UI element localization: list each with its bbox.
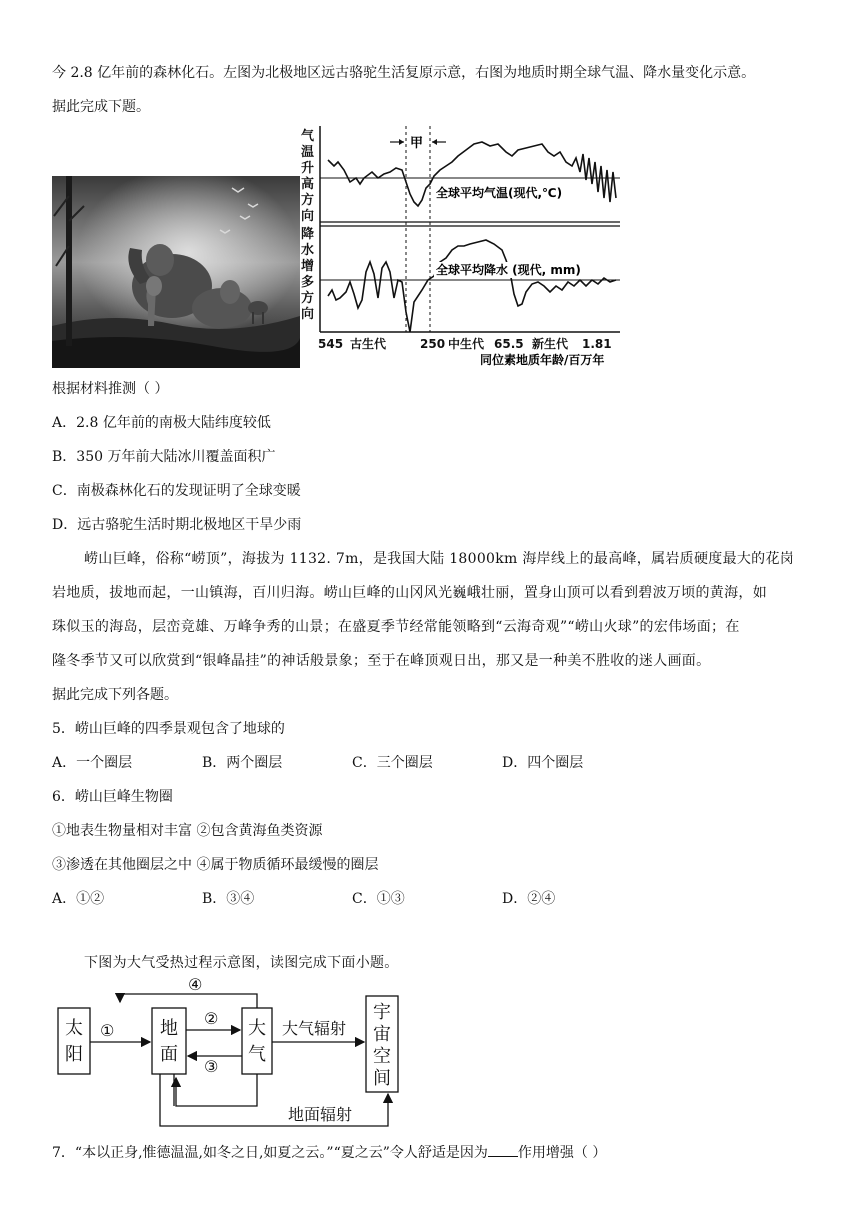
- atmosphere-heating-diagram: [52, 970, 452, 1134]
- svg-text:方: 方: [301, 193, 315, 208]
- passage-line-2: 岩地质，拔地而起，一山镇海，百川归海。崂山巨峰的山冈风光巍峨壮丽，置身山顶可以看到碧波万顷的黄海，如: [52, 585, 767, 601]
- svg-text:水: 水: [301, 243, 315, 258]
- space-label-1: 宇: [373, 1002, 391, 1023]
- q4-option-a[interactable]: A．2.8 亿年前的南极大陆纬度较低: [52, 415, 271, 431]
- q5-option-d[interactable]: D．四个圈层: [502, 755, 584, 771]
- q6-stem: 6．崂山巨峰生物圈: [52, 789, 173, 805]
- ground-label-2: 面: [160, 1044, 178, 1065]
- label-n3: ③: [204, 1057, 219, 1076]
- climate-chart: [298, 122, 638, 372]
- space-label-3: 空: [373, 1046, 391, 1067]
- svg-text:高: 高: [301, 177, 315, 192]
- svg-text:降: 降: [301, 227, 315, 242]
- q5-option-b[interactable]: B．两个圈层: [202, 755, 283, 771]
- q6-statements-1: ①地表生物量相对丰富 ②包含黄海鱼类资源: [52, 823, 323, 839]
- q4-stem: 根据材料推测（ ）: [52, 381, 169, 397]
- atm-label-2: 气: [248, 1044, 266, 1065]
- svg-text:向: 向: [301, 209, 315, 224]
- svg-text:方: 方: [301, 291, 315, 306]
- passage-line-4: 隆冬季节又可以欣赏到“银峰晶挂”的神话般景象；至于在峰顶观日出，那又是一种美不胜收的迷人画面。: [52, 653, 711, 669]
- svg-text:升: 升: [301, 161, 315, 176]
- q5-stem: 5．崂山巨峰的四季景观包含了地球的: [52, 721, 285, 737]
- q4-option-c[interactable]: C．南极森林化石的发现证明了全球变暖: [52, 483, 301, 499]
- precip-curve: [328, 240, 616, 332]
- q4-option-d[interactable]: D．远古骆驼生活时期北极地区干旱少雨: [52, 517, 302, 533]
- temp-curve-label: 全球平均气温(现代,℃): [436, 186, 563, 200]
- precip-axis-label: [301, 226, 314, 322]
- tick-label: 65.5: [494, 337, 524, 351]
- camel-restoration-image: [52, 176, 300, 368]
- q4-option-b[interactable]: B．350 万年前大陆冰川覆盖面积广: [52, 449, 276, 465]
- intro-line-1: 今 2.8 亿年前的森林化石。左图为北极地区远古骆驼生活复原示意，右图为地质时期全球气温、降水量变化示意。: [52, 65, 756, 81]
- arrow-4: [120, 994, 257, 1008]
- tick-label: 新生代: [532, 337, 569, 351]
- q6-statements-2: ③渗透在其他圈层之中 ④属于物质循环最缓慢的圈层: [52, 857, 379, 873]
- q5-option-c[interactable]: C．三个圈层: [352, 755, 433, 771]
- sun-label-1: 太: [65, 1018, 83, 1039]
- svg-text:向: 向: [301, 307, 315, 322]
- tick-label: 1.81: [582, 337, 612, 351]
- interval-label: 甲: [410, 136, 424, 151]
- tick-label: 545: [318, 337, 344, 351]
- arrow-ground-radiation: [160, 1074, 388, 1126]
- svg-text:增: 增: [301, 259, 315, 274]
- intro-line-2: 据此完成下题。: [52, 99, 150, 115]
- temp-axis-label: [301, 128, 315, 224]
- atm-label-1: 大: [248, 1018, 266, 1039]
- svg-text:多: 多: [301, 275, 315, 290]
- q7-answer-blank[interactable]: [488, 1144, 518, 1157]
- q6-option-c[interactable]: C．①③: [352, 891, 405, 907]
- q5-option-a[interactable]: A．一个圈层: [52, 755, 133, 771]
- svg-text:温: 温: [301, 145, 315, 160]
- tick-label: 250: [420, 337, 446, 351]
- passage-instruction: 据此完成下列各题。: [52, 687, 178, 703]
- q6-option-b[interactable]: B．③④: [202, 891, 255, 907]
- q7-stem-after: 作用增强（ ）: [517, 1145, 607, 1161]
- precip-curve-label: 全球平均降水 (现代, mm): [436, 263, 581, 277]
- diagram-intro: 下图为大气受热过程示意图，读图完成下面小题。: [84, 955, 399, 971]
- label-n1: ①: [100, 1021, 115, 1040]
- tick-label: 中生代: [448, 337, 485, 351]
- space-label-4: 间: [373, 1068, 391, 1089]
- ground-label-1: 地: [160, 1018, 178, 1039]
- q7-stem-before: 7．“本以正身,惟德温温,如冬之日,如夏之云。”“夏之云”令人舒适是因为: [52, 1145, 488, 1161]
- sun-label-2: 阳: [65, 1044, 83, 1065]
- space-label-2: 宙: [373, 1024, 391, 1045]
- ground-radiation-label: 地面辐射: [288, 1105, 353, 1124]
- q6-option-a[interactable]: A．①②: [52, 891, 105, 907]
- label-n2: ②: [204, 1009, 219, 1028]
- arrow-counter-radiation: [176, 1074, 257, 1106]
- x-axis-label: 同位素地质年龄/百万年: [480, 353, 605, 367]
- q7-stem: [52, 1142, 606, 1162]
- q6-option-d[interactable]: D．②④: [502, 891, 556, 907]
- svg-text:气: 气: [301, 129, 315, 144]
- passage-line-3: 珠似玉的海岛，层峦竞雄、万峰争秀的山景；在盛夏季节经常能领略到“云海奇观”“崂山火球”的宏伟场面；在: [52, 619, 740, 635]
- passage-line-1: 崂山巨峰，俗称“崂顶”，海拔为 1132. 7m，是我国大陆 18000km 海岸线上的最高峰，属岩质硬度最大的花岗: [84, 551, 795, 567]
- atm-radiation-label: 大气辐射: [282, 1019, 347, 1038]
- tick-label: 古生代: [350, 337, 387, 351]
- label-n4: ④: [188, 975, 203, 994]
